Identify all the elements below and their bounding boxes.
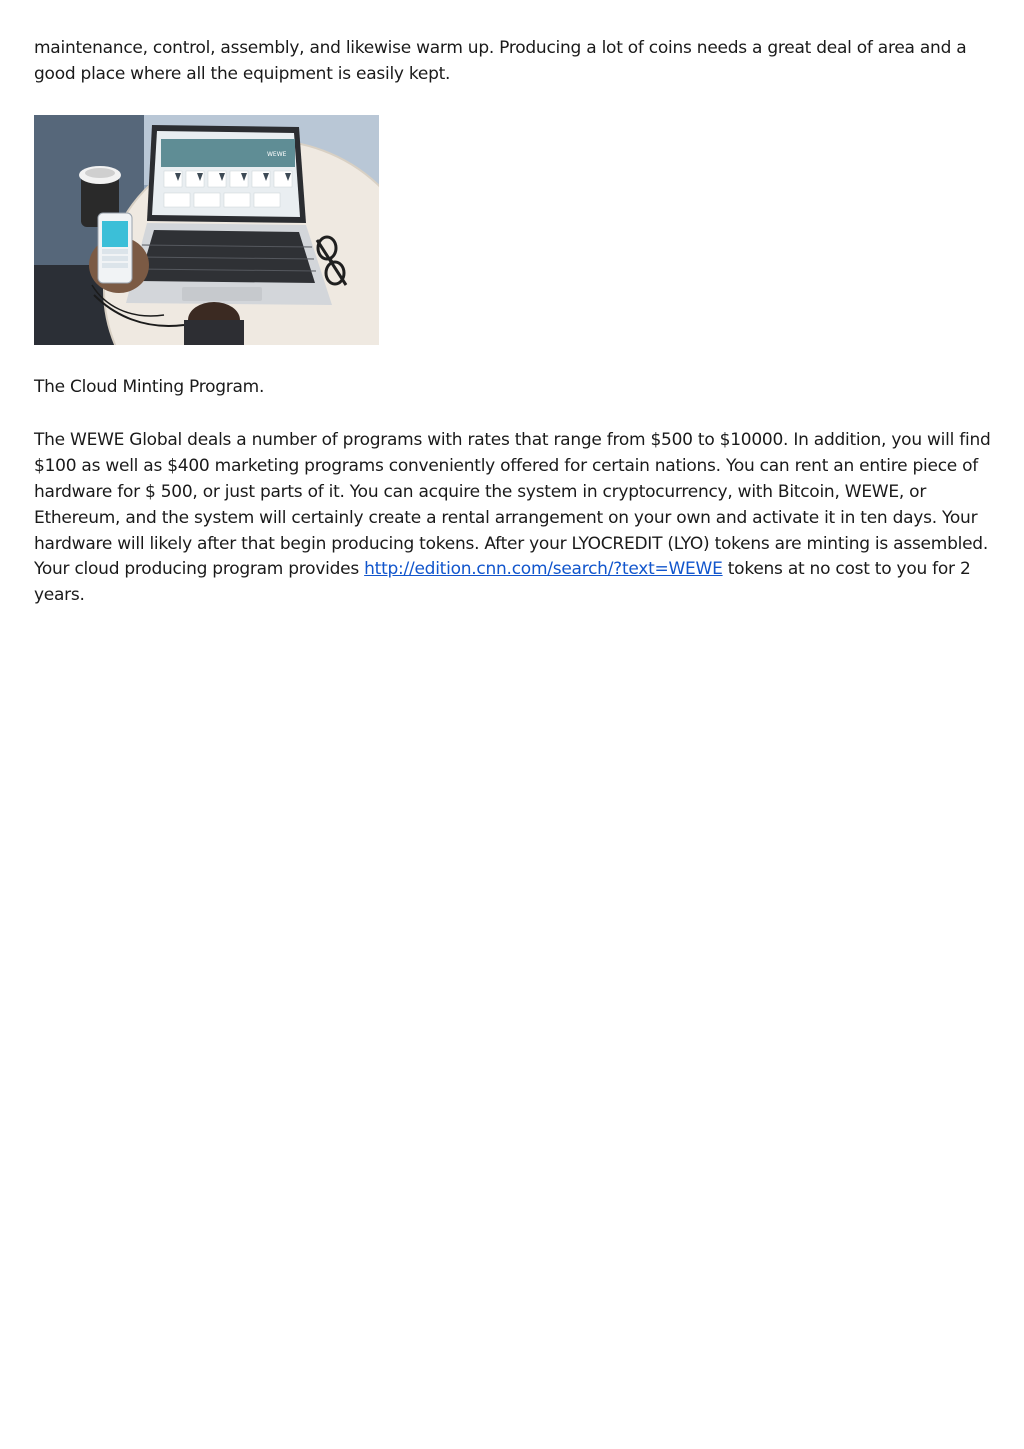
programs-paragraph <box>34 428 994 609</box>
laptop-logo-text: WEWE <box>267 150 287 158</box>
cnn-search-link[interactable]: http://edition.cnn.com/search/?text=WEWE <box>364 559 723 580</box>
document-page <box>34 36 994 609</box>
paragraph-text-before-link: The WEWE Global deals a number of programs with rates that range from $500 to $10000. In addition, you will find $100 as well as $400 marketing programs conveniently offered for certain nations. You can rent an entire piece of hardware for $ 500, or just parts of it. You can acquire the system in cryptocurrency, with Bitcoin, WEWE, or Ethereum, and the system will certainly create a rental arrangement on your own and activate it in ten days. Your hardware will likely after that begin producing tokens. After your LYOCREDIT (LYO) tokens are minting is assembled. Your cloud producing program provides <box>34 430 991 580</box>
section-heading: The Cloud Minting Program. <box>34 376 265 397</box>
laptop-photo <box>34 115 379 345</box>
intro-paragraph: maintenance, control, assembly, and likewise warm up. Producing a lot of coins needs a great deal of area and a good place where all the equipment is easily kept. <box>34 38 967 84</box>
paragraph-text-after-link: tokens at no cost to you for 2 years. <box>34 559 971 606</box>
